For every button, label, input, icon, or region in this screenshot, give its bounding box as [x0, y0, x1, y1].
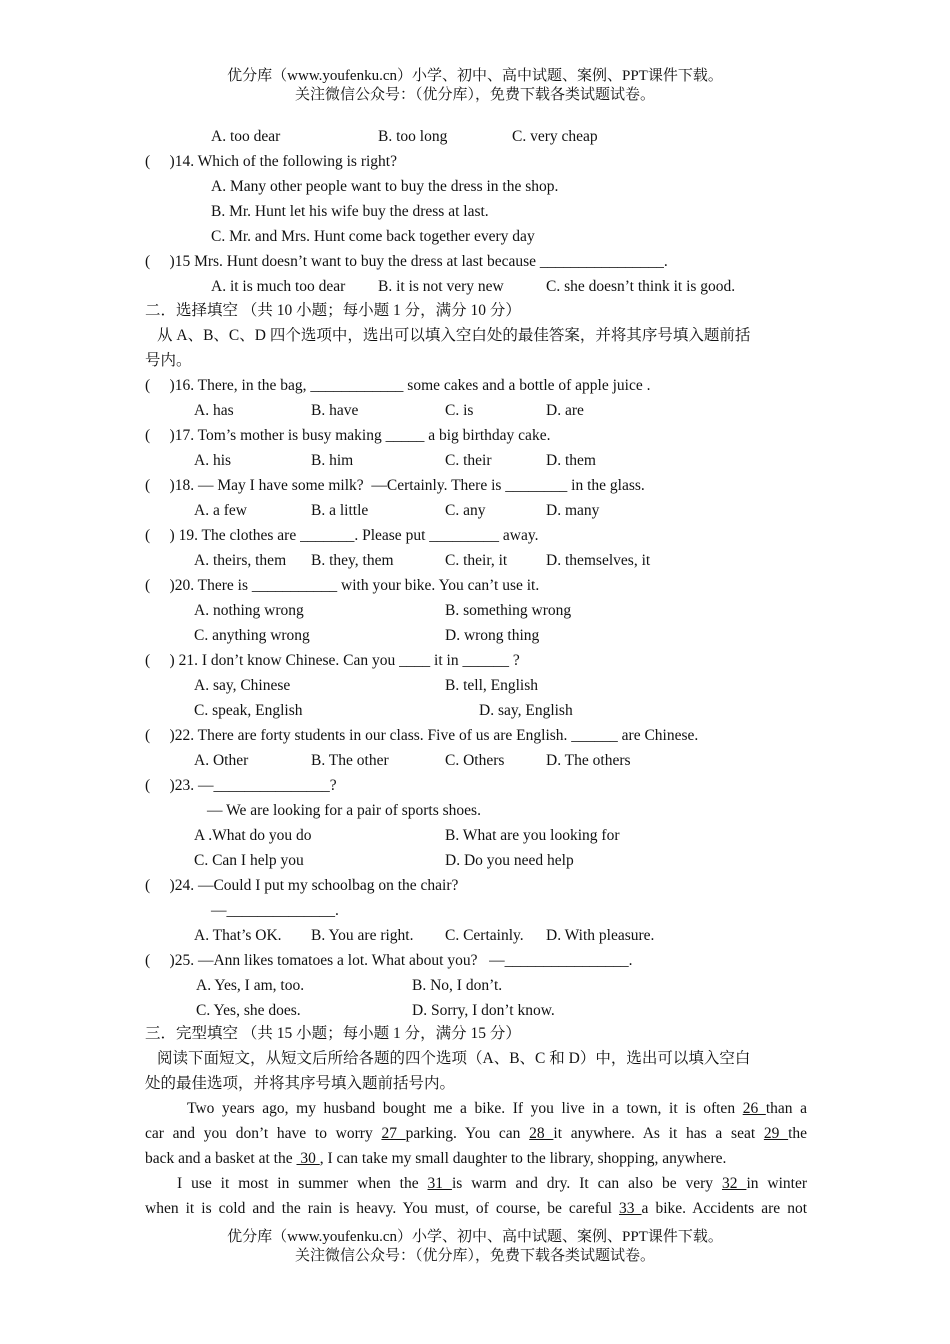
blank-31: 31	[427, 1175, 452, 1192]
q21-stem: ( ) 21. I don’t know Chinese. Can you ____ it in ______ ?	[145, 652, 520, 669]
q23-option-b: B. What are you looking for	[445, 827, 620, 844]
section3-instructions-cont: 处的最佳选项，并将其序号填入题前括号内。	[145, 1075, 456, 1092]
passage-line-5: when it is cold and the rain is heavy. You must, of course, be careful 33 a bike. Accidents are not	[145, 1200, 807, 1217]
q23-response: — We are looking for a pair of sports shoes.	[207, 802, 481, 819]
q17-option-c: C. their	[445, 452, 492, 469]
blank-26: 26	[742, 1100, 766, 1117]
q18-option-a: A. a few	[194, 502, 247, 519]
q25-option-d: D. Sorry, I don’t know.	[412, 1002, 555, 1019]
q14-option-a: A. Many other people want to buy the dress in the shop.	[211, 178, 559, 195]
q22-stem: ( )22. There are forty students in our class. Five of us are English. ______ are Chinese.	[145, 727, 699, 744]
q20-option-a: A. nothing wrong	[194, 602, 304, 619]
blank-29: 29	[763, 1125, 789, 1142]
section3-instructions: 阅读下面短文，从短文后所给各题的四个选项（A、B、C 和 D）中，选出可以填入空白	[157, 1050, 751, 1067]
passage-line-2: car and you don’t have to worry 27 parking. You can 28 it anywhere. As it has a seat 29 the	[145, 1125, 808, 1142]
q19-option-b: B. they, them	[311, 552, 394, 569]
q16-option-a: A. has	[194, 402, 234, 419]
passage-line-1: Two years ago, my husband bought me a bike. If you live in a town, it is often 26 than a	[187, 1100, 808, 1117]
q21-option-c: C. speak, English	[194, 702, 303, 719]
section2-title: 二．选择填空 （共 10 小题；每小题 1 分，满分 10 分）	[145, 302, 521, 319]
q16-option-b: B. have	[311, 402, 359, 419]
q18-option-d: D. many	[546, 502, 600, 519]
q22-option-d: D. The others	[546, 752, 631, 769]
q22-option-c: C. Others	[445, 752, 505, 769]
q17-option-d: D. them	[546, 452, 596, 469]
q20-stem: ( )20. There is ___________ with your bike. You can’t use it.	[145, 577, 540, 594]
q20-option-d: D. wrong thing	[445, 627, 540, 644]
q20-option-c: C. anything wrong	[194, 627, 310, 644]
q16-stem: ( )16. There, in the bag, ____________ some cakes and a bottle of apple juice .	[145, 377, 651, 394]
footer-line-1: 优分库（www.youfenku.cn）小学、初中、高中试题、案例、PPT课件下载。	[227, 1229, 723, 1245]
section2-instructions-cont: 号内。	[145, 352, 192, 369]
blank-28: 28	[529, 1125, 554, 1142]
q24-option-b: B. You are right.	[311, 927, 414, 944]
q22-option-b: B. The other	[311, 752, 389, 769]
passage-line-4: I use it most in summer when the 31 is warm and dry. It can also be very 32 in winter	[177, 1175, 808, 1192]
q24-stem: ( )24. —Could I put my schoolbag on the chair?	[145, 877, 459, 894]
q21-option-a: A. say, Chinese	[194, 677, 291, 694]
q16-option-c: C. is	[445, 402, 474, 419]
blank-27: 27	[381, 1125, 406, 1142]
q15-option-b: B. it is not very new	[378, 278, 504, 295]
q15-option-a: A. it is much too dear	[211, 278, 346, 295]
q14-option-b: B. Mr. Hunt let his wife buy the dress at last.	[211, 203, 489, 220]
q15-stem: ( )15 Mrs. Hunt doesn’t want to buy the dress at last because ________________.	[145, 253, 668, 270]
blank-32: 32	[722, 1175, 747, 1192]
blank-33: 33	[618, 1200, 642, 1217]
q24-option-c: C. Certainly.	[445, 927, 524, 944]
header-line-2: 关注微信公众号：（优分库），免费下载各类试题试卷。	[294, 87, 655, 103]
passage-line-3: back and a basket at the 30 , I can take my small daughter to the library, shopping, anywhere.	[145, 1150, 727, 1167]
section2-instructions: 从 A、B、C、D 四个选项中，选出可以填入空白处的最佳答案，并将其序号填入题前括	[157, 327, 751, 344]
q18-option-b: B. a little	[311, 502, 369, 519]
q19-option-d: D. themselves, it	[546, 552, 651, 569]
q15-option-c: C. she doesn’t think it is good.	[546, 278, 736, 295]
q24-option-d: D. With pleasure.	[546, 927, 655, 944]
q24-option-a: A. That’s OK.	[194, 927, 282, 944]
footer-line-2: 关注微信公众号：（优分库），免费下载各类试题试卷。	[294, 1248, 655, 1264]
q19-option-a: A. theirs, them	[194, 552, 287, 569]
q18-option-c: C. any	[445, 502, 486, 519]
q13-option-b: B. too long	[378, 128, 448, 145]
q17-option-a: A. his	[194, 452, 232, 469]
q20-option-b: B. something wrong	[445, 602, 572, 619]
q25-stem: ( )25. —Ann likes tomatoes a lot. What about you? —________________.	[145, 952, 633, 969]
q13-option-c: C. very cheap	[512, 128, 598, 145]
q25-option-c: C. Yes, she does.	[196, 1002, 301, 1019]
q17-option-b: B. him	[311, 452, 354, 469]
q19-option-c: C. their, it	[445, 552, 508, 569]
section3-title: 三．完型填空 （共 15 小题；每小题 1 分，满分 15 分）	[145, 1025, 521, 1042]
q18-stem: ( )18. — May I have some milk? —Certainly. There is ________ in the glass.	[145, 477, 645, 494]
q22-option-a: A. Other	[194, 752, 249, 769]
q23-option-c: C. Can I help you	[194, 852, 304, 869]
q21-option-b: B. tell, English	[445, 677, 538, 694]
q13-option-a: A. too dear	[211, 128, 281, 145]
blank-30: 30	[296, 1150, 320, 1167]
q25-option-b: B. No, I don’t.	[412, 977, 503, 994]
q14-option-c: C. Mr. and Mrs. Hunt come back together every day	[211, 228, 535, 245]
q16-option-d: D. are	[546, 402, 584, 419]
q24-response: —______________.	[211, 902, 339, 919]
q19-stem: ( ) 19. The clothes are _______. Please put _________ away.	[145, 527, 539, 544]
header-line-1: 优分库（www.youfenku.cn）小学、初中、高中试题、案例、PPT课件下载。	[227, 68, 723, 84]
q23-option-a: A .What do you do	[194, 827, 312, 844]
q17-stem: ( )17. Tom’s mother is busy making _____ a big birthday cake.	[145, 427, 551, 444]
q14-stem: ( )14. Which of the following is right?	[145, 153, 397, 170]
q23-option-d: D. Do you need help	[445, 852, 574, 869]
q23-stem: ( )23. —_______________?	[145, 777, 337, 794]
q25-option-a: A. Yes, I am, too.	[196, 977, 305, 994]
q21-option-d: D. say, English	[479, 702, 573, 719]
